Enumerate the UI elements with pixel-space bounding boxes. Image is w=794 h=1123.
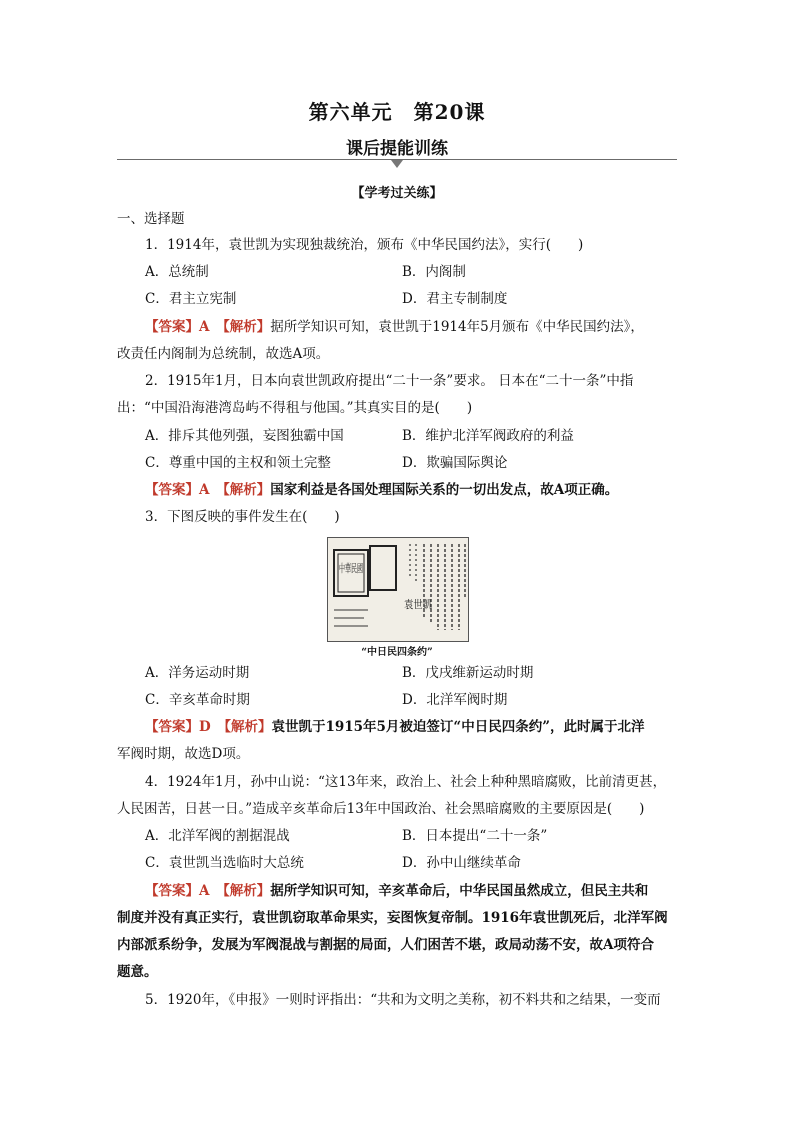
- q4-answer-cont-1: 制度并没有真正实行，袁世凯窃取革命果实，妄图恢复帝制。1916年袁世凯死后，北洋军阀: [117, 910, 668, 926]
- q3-answer: [145, 718, 644, 736]
- q1-option-b: B．内阁制: [402, 264, 466, 280]
- section-heading: 【学考过关练】: [351, 186, 443, 201]
- q3-stem: 3．下图反映的事件发生在( ): [145, 509, 340, 525]
- seal-text: 中華民國: [339, 562, 383, 575]
- q4-answer: [145, 882, 648, 900]
- q5-stem-line1: 5．1920年，《申报》一则时评指出：“共和为文明之美称，初不料共和之结果，一变而: [145, 992, 661, 1008]
- q4-answer-cont-2: 内部派系纷争，发展为军阀混战与割据的局面，人们困苦不堪，政局动荡不安，故A项符合: [117, 937, 654, 953]
- page-title: 第六单元 第20课: [308, 100, 486, 124]
- q1-stem: 1．1914年，袁世凯为实现独裁统治，颁布《中华民国约法》，实行( ): [145, 237, 584, 253]
- q4-answer-text: 据所学知识可知，辛亥革命后，中华民国虽然成立，但民主共和: [270, 883, 649, 899]
- q4-option-b: B．日本提出“二十一条”: [402, 828, 548, 844]
- q2-stem-line2: 出：“中国沿海港湾岛屿不得租与他国。”其真实目的是( ): [117, 400, 473, 416]
- q4-answer-tag: 【答案】A 【解析】: [145, 883, 271, 899]
- signature-text: 袁世凱: [404, 598, 437, 611]
- q1-answer-text: 据所学知识可知，袁世凯于1914年5月颁布《中华民国约法》，: [270, 319, 644, 335]
- divider-triangle-icon: [391, 160, 403, 168]
- q4-stem-line2: 人民困苦，日甚一日。”造成辛亥革命后13年中国政治、社会黑暗腐败的主要原因是( ): [117, 801, 645, 817]
- q2-option-d: D．欺骗国际舆论: [402, 455, 508, 471]
- q3-answer-cont: 军阀时期，故选D项。: [117, 746, 250, 762]
- q3-answer-tag: 【答案】D 【解析】: [145, 719, 272, 735]
- treaty-document-image: [327, 537, 469, 642]
- q4-stem-line1: 4．1924年1月，孙中山说：“这13年来，政治上、社会上种种黑暗腐败，比前清更甚，: [145, 774, 667, 790]
- figure-caption: “中日民四条约”: [361, 647, 433, 658]
- q4-answer-cont-3: 题意。: [117, 964, 158, 980]
- q2-option-b: B．维护北洋军阀政府的利益: [402, 428, 574, 444]
- q3-option-a: A．洋务运动时期: [145, 665, 250, 681]
- q2-option-c: C．尊重中国的主权和领土完整: [145, 455, 331, 471]
- q1-option-d: D．君主专制制度: [402, 291, 508, 307]
- q3-option-c: C．辛亥革命时期: [145, 692, 250, 708]
- q2-answer-text: 国家利益是各国处理国际关系的一切出发点，故A项正确。: [270, 482, 619, 498]
- q1-answer-cont: 改责任内阁制为总统制，故选A项。: [117, 346, 330, 362]
- q2-answer-tag: 【答案】A 【解析】: [145, 482, 271, 498]
- part-heading: 一、选择题: [117, 211, 185, 227]
- q1-option-a: A．总统制: [145, 264, 209, 280]
- q3-answer-text: 袁世凯于1915年5月被迫签订“中日民四条约”，此时属于北洋: [271, 719, 645, 735]
- q4-option-a: A．北洋军阀的割据混战: [145, 828, 290, 844]
- q3-option-d: D．北洋军阀时期: [402, 692, 508, 708]
- q2-answer: [145, 481, 618, 499]
- q2-stem-line1: 2．1915年1月，日本向袁世凯政府提出“二十一条”要求。 日本在“二十一条”中指: [145, 373, 634, 389]
- q3-option-b: B．戊戌维新运动时期: [402, 665, 534, 681]
- q4-option-d: D．孙中山继续革命: [402, 855, 521, 871]
- page-subtitle: 课后提能训练: [346, 139, 448, 159]
- q1-answer-tag: 【答案】A 【解析】: [145, 319, 271, 335]
- q1-answer: [145, 318, 644, 336]
- q1-option-c: C．君主立宪制: [145, 291, 237, 307]
- q2-option-a: A．排斥其他列强，妄图独霸中国: [145, 428, 344, 444]
- q4-option-c: C．袁世凯当选临时大总统: [145, 855, 304, 871]
